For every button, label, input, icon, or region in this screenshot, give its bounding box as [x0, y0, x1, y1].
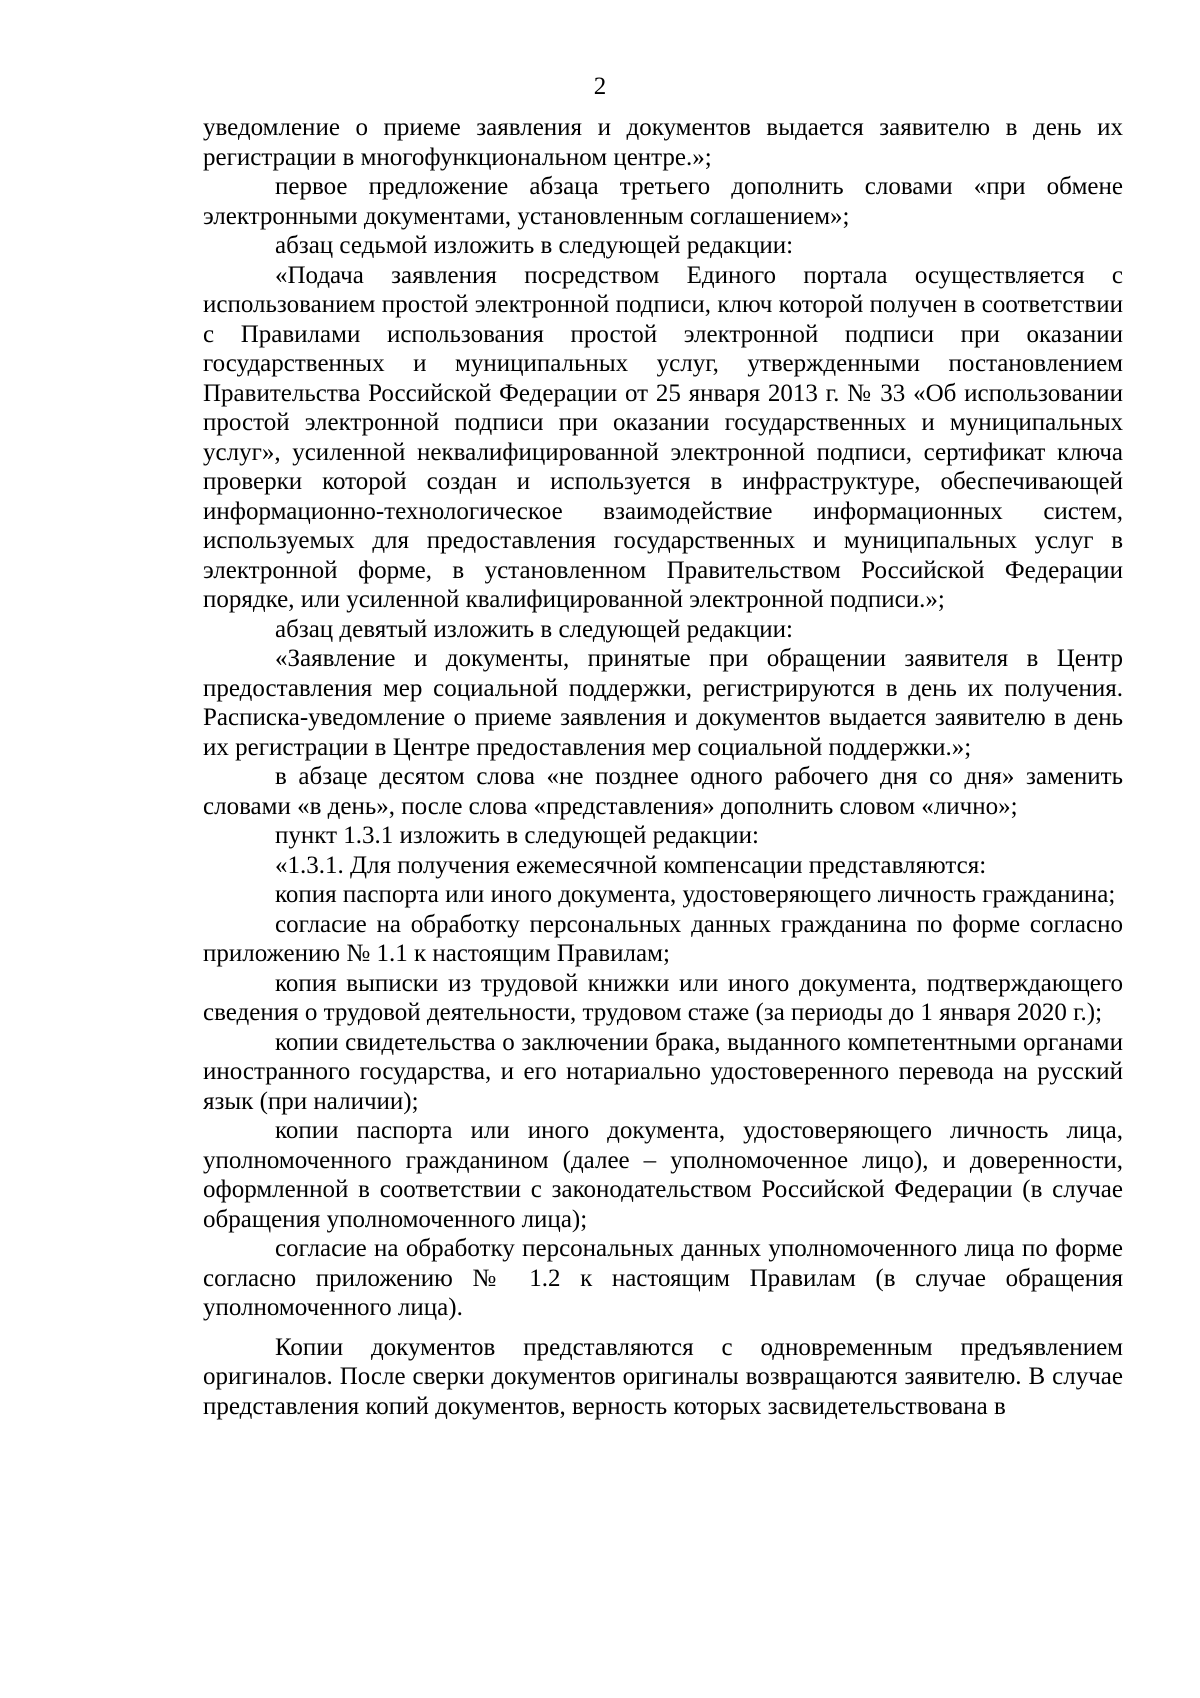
paragraph: абзац седьмой изложить в следующей редакции: [275, 232, 794, 259]
paragraph: «Заявление и документы, принятые при обращении заявителя в Центр предоставления мер социальной поддержки, регистрируются в день их получения. Расписка-уведомление о приеме заявления и документов выдается заявителю в день их регистрации в Центре предоставления мер социальной поддержки.»; [203, 645, 1123, 761]
paragraph: копии паспорта или иного документа, удостоверяющего личность лица, уполномоченного гражданином (далее – уполномоченное лицо), и доверенности, оформленной в соответствии с законодательством Российской Федерации (в случае обращения уполномоченного лица); [203, 1117, 1123, 1233]
paragraph: абзац девятый изложить в следующей редакции: [275, 615, 793, 643]
paragraph: Копии документов представляются с одновременным предъявлением оригиналов. После сверки документов оригиналы возвращаются заявителю. В случае представления копий документов, верность которых засвидетельствована в [203, 1333, 1123, 1420]
paragraph: копии свидетельства о заключении брака, выданного компетентными органами иностранного государства, и его нотариально удостоверенного перевода на русский язык (при наличии); [203, 1028, 1123, 1115]
paragraph: копия выписки из трудовой книжки или иного документа, подтверждающего сведения о трудовой деятельности, трудовом стаже (за периоды до 1 января 2020 г.); [203, 969, 1123, 1026]
document-body [203, 113, 1123, 1421]
paragraph: пункт 1.3.1 изложить в следующей редакции: [275, 822, 759, 849]
paragraph: в абзаце десятом слова «не позднее одного рабочего дня со дня» заменить словами «в день», после слова «представления» дополнить словом «лично»; [203, 763, 1123, 820]
paragraph: согласие на обработку персональных данных гражданина по форме согласно приложению № 1.1 к настоящим Правилам; [203, 910, 1123, 967]
paragraph: уведомление о приеме заявления и документов выдается заявителю в день их регистрации в многофункциональном центре.»; [203, 114, 1123, 171]
page-number: 2 [593, 73, 607, 100]
paragraph: «Подача заявления посредством Единого портала осуществляется с использованием простой электронной подписи, ключ которой получен в соответствии с Правилами использования простой электронной подписи при оказании государственных и муниципальных услуг, утвержденными постановлением Правительства Российской Федерации от 25 января 2013 г. № 33 «Об использовании простой электронной подписи при оказании государственных и муниципальных услуг», усиленной неквалифицированной электронной подписи, сертификат ключа проверки которой создан и используется в инфраструктуре, обеспечивающей информационно-технологическое взаимодействие информационных систем, используемых для предоставления государственных и муниципальных услуг в электронной форме, в установленном Правительством Российской Федерации порядке, или усиленной квалифицированной электронной подписи.»; [203, 261, 1123, 613]
paragraph: «1.3.1. Для получения ежемесячной компенсации представляются: [275, 851, 987, 879]
paragraph: первое предложение абзаца третьего дополнить словами «при обмене электронными документами, установленным соглашением»; [203, 173, 1123, 230]
paragraph: копия паспорта или иного документа, удостоверяющего личность гражданина; [275, 881, 1116, 908]
paragraph: согласие на обработку персональных данных уполномоченного лица по форме согласно приложению № 1.2 к настоящим Правилам (в случае обращения уполномоченного лица). [203, 1235, 1123, 1321]
